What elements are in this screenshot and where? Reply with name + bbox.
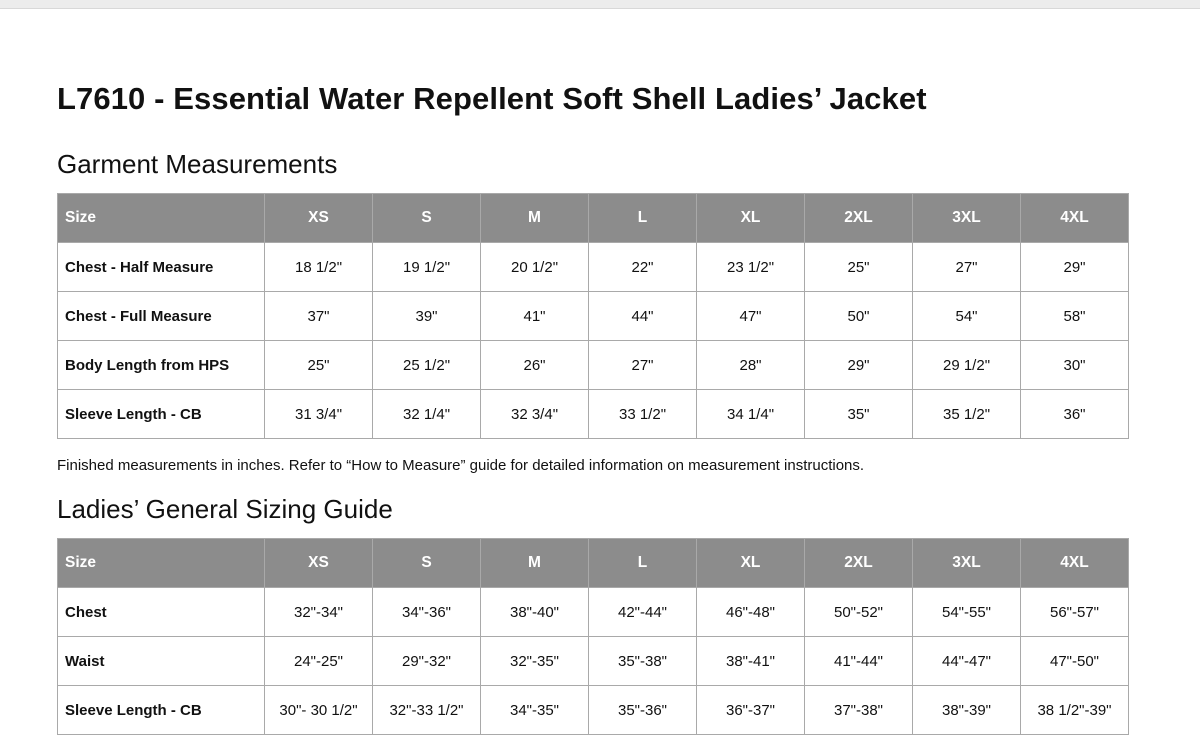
- table-cell: 54": [913, 292, 1021, 341]
- table-row: [58, 686, 1129, 735]
- table-cell: 27": [913, 243, 1021, 292]
- table-cell: 34"-36": [373, 588, 481, 637]
- row-label: Sleeve Length - CB: [58, 390, 265, 439]
- table-cell: 31 3/4": [265, 390, 373, 439]
- table-cell: 38"-40": [481, 588, 589, 637]
- table-cell: 44": [589, 292, 697, 341]
- table-cell: 47": [697, 292, 805, 341]
- table-row: [58, 588, 1129, 637]
- table-cell: 35"-36": [589, 686, 697, 735]
- table-cell: 18 1/2": [265, 243, 373, 292]
- table-cell: 38"-39": [913, 686, 1021, 735]
- table-cell: 44"-47": [913, 637, 1021, 686]
- row-label: Body Length from HPS: [58, 341, 265, 390]
- table-cell: 25": [805, 243, 913, 292]
- table-cell: 34 1/4": [697, 390, 805, 439]
- table-cell: 32"-34": [265, 588, 373, 637]
- size-header-cell: 3XL: [913, 539, 1021, 588]
- size-header-cell: L: [589, 194, 697, 243]
- table-cell: 26": [481, 341, 589, 390]
- table-cell: 35": [805, 390, 913, 439]
- size-header-cell: 3XL: [913, 194, 1021, 243]
- row-label: Sleeve Length - CB: [58, 686, 265, 735]
- table-cell: 28": [697, 341, 805, 390]
- table-row: [58, 243, 1129, 292]
- table-cell: 58": [1021, 292, 1129, 341]
- size-header-cell: M: [481, 539, 589, 588]
- size-header-cell: S: [373, 539, 481, 588]
- table-cell: 38 1/2"-39": [1021, 686, 1129, 735]
- table-row: [58, 341, 1129, 390]
- table-cell: 32 3/4": [481, 390, 589, 439]
- sizing-guide-heading: Ladies’ General Sizing Guide: [57, 494, 393, 524]
- size-header-cell: 2XL: [805, 194, 913, 243]
- table-cell: 42"-44": [589, 588, 697, 637]
- table-cell: 56"-57": [1021, 588, 1129, 637]
- table-cell: 37"-38": [805, 686, 913, 735]
- table-cell: 29": [1021, 243, 1129, 292]
- table-cell: 29"-32": [373, 637, 481, 686]
- table-cell: 32 1/4": [373, 390, 481, 439]
- table-cell: 41"-44": [805, 637, 913, 686]
- size-header-cell: XL: [697, 194, 805, 243]
- table-row: [58, 292, 1129, 341]
- table-cell: 35"-38": [589, 637, 697, 686]
- table-cell: 32"-33 1/2": [373, 686, 481, 735]
- size-header-cell: 2XL: [805, 539, 913, 588]
- table-cell: 25 1/2": [373, 341, 481, 390]
- row-label: Chest - Half Measure: [58, 243, 265, 292]
- table-cell: 38"-41": [697, 637, 805, 686]
- table-cell: 39": [373, 292, 481, 341]
- size-header-cell: L: [589, 539, 697, 588]
- table-cell: 50": [805, 292, 913, 341]
- table-cell: 50"-52": [805, 588, 913, 637]
- sizing-guide-table: [57, 538, 1129, 735]
- size-header-cell: XS: [265, 194, 373, 243]
- table-cell: 23 1/2": [697, 243, 805, 292]
- table-cell: 41": [481, 292, 589, 341]
- table-row: [58, 390, 1129, 439]
- size-header-label: Size: [58, 194, 265, 243]
- table-cell: 19 1/2": [373, 243, 481, 292]
- size-header-cell: 4XL: [1021, 194, 1129, 243]
- table-cell: 34"-35": [481, 686, 589, 735]
- table-header-row: [58, 539, 1129, 588]
- size-header-cell: S: [373, 194, 481, 243]
- row-label: Chest: [58, 588, 265, 637]
- page-title: L7610 - Essential Water Repellent Soft Shell Ladies’ Jacket: [57, 81, 927, 116]
- table-cell: 30": [1021, 341, 1129, 390]
- row-label: Chest - Full Measure: [58, 292, 265, 341]
- table-cell: 37": [265, 292, 373, 341]
- garment-measurements-table: [57, 193, 1129, 439]
- table-cell: 30"- 30 1/2": [265, 686, 373, 735]
- table-cell: 36": [1021, 390, 1129, 439]
- table-cell: 35 1/2": [913, 390, 1021, 439]
- table-cell: 29": [805, 341, 913, 390]
- table-row: [58, 637, 1129, 686]
- table-cell: 54"-55": [913, 588, 1021, 637]
- table-cell: 24"-25": [265, 637, 373, 686]
- table-cell: 33 1/2": [589, 390, 697, 439]
- size-header-cell: 4XL: [1021, 539, 1129, 588]
- table-cell: 25": [265, 341, 373, 390]
- table-cell: 22": [589, 243, 697, 292]
- table-cell: 36"-37": [697, 686, 805, 735]
- size-header-cell: M: [481, 194, 589, 243]
- table-cell: 47"-50": [1021, 637, 1129, 686]
- garment-measurements-heading: Garment Measurements: [57, 149, 338, 179]
- table-cell: 29 1/2": [913, 341, 1021, 390]
- measurement-note: Finished measurements in inches. Refer to “How to Measure” guide for detailed information on measurement instructions.: [57, 457, 865, 474]
- table-cell: 20 1/2": [481, 243, 589, 292]
- size-header-label: Size: [58, 539, 265, 588]
- size-header-cell: XS: [265, 539, 373, 588]
- table-header-row: [58, 194, 1129, 243]
- size-header-cell: XL: [697, 539, 805, 588]
- table-cell: 27": [589, 341, 697, 390]
- table-cell: 46"-48": [697, 588, 805, 637]
- row-label: Waist: [58, 637, 265, 686]
- table-cell: 32"-35": [481, 637, 589, 686]
